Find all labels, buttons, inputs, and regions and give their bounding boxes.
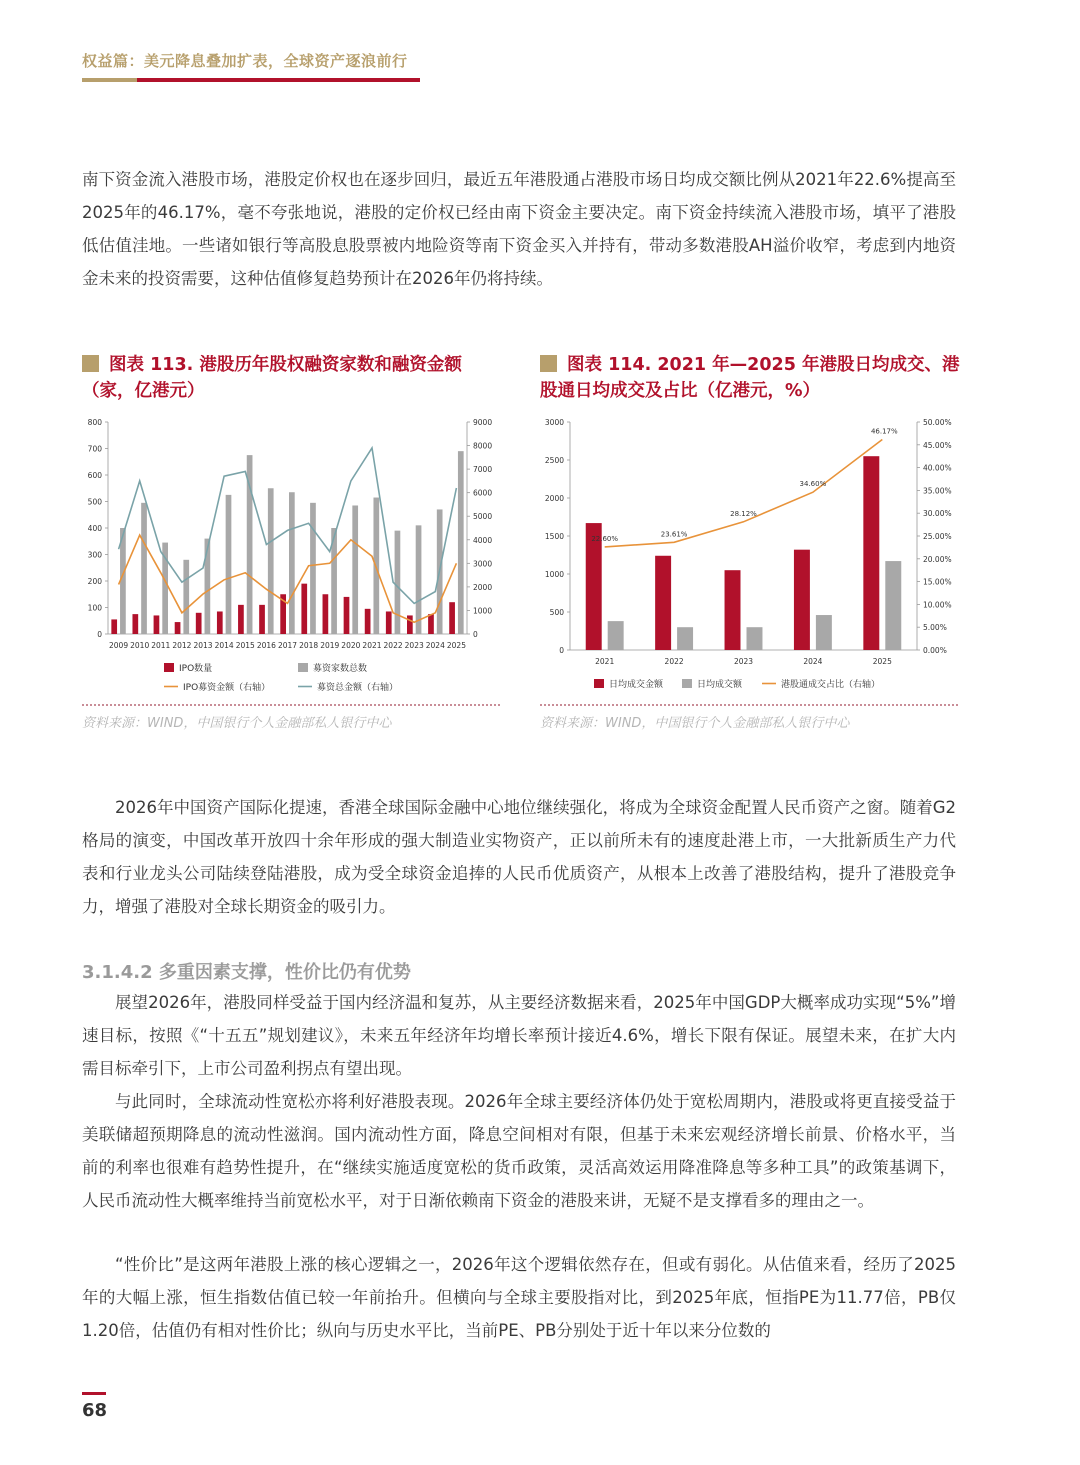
chart2-bar-primary	[863, 456, 879, 650]
chart1-legend-label: 募资总金额（右轴）	[317, 683, 399, 693]
header-title: 权益篇：美元降息叠加扩表，全球资产逐浪前行	[82, 52, 408, 70]
chart1-legend-label: IPO数量	[179, 664, 213, 674]
chart2-x-tick-label: 2024	[803, 657, 823, 666]
chart1-x-tick-label: 2024	[425, 641, 445, 650]
chart2-y-right-tick-label: 0.00%	[923, 646, 947, 655]
chart2-bar-secondary	[677, 627, 693, 650]
chart1-bar-primary	[175, 622, 181, 634]
chart2-bar-primary	[655, 556, 671, 650]
chart1-x-tick-label: 2023	[404, 641, 424, 650]
chart1-y-left-tick-label: 0	[97, 630, 102, 639]
page-number: 68	[82, 1400, 108, 1421]
chart2-y-right-tick-label: 30.00%	[923, 509, 952, 519]
chart1-bar-secondary	[183, 560, 189, 634]
chart1-bar-primary	[386, 611, 392, 634]
chart1-y-right-tick-label: 2000	[473, 582, 493, 592]
chart1-bar-secondary	[289, 492, 295, 634]
chart1-legend-label: IPO募资金额（右轴）	[183, 683, 271, 693]
chart1-bar-primary	[154, 615, 160, 634]
chart2-title-marker	[540, 355, 557, 372]
chart2-legend-swatch	[594, 679, 604, 688]
chart2-y-left-tick-label: 1000	[544, 570, 564, 579]
chart1-x-tick-label: 2009	[109, 641, 129, 650]
chart1-bar-primary	[301, 584, 307, 634]
chart2-x-tick-label: 2021	[595, 657, 615, 666]
chart2-y-right-tick-label: 15.00%	[923, 577, 952, 587]
chart1-legend-swatch	[164, 663, 174, 672]
chart1-bar-primary	[449, 602, 455, 634]
chart1-y-right-tick-label: 7000	[473, 465, 493, 475]
chart2-y-left-tick-label: 500	[549, 608, 564, 617]
chart1-bar-secondary	[458, 451, 464, 634]
chart1-divider	[82, 704, 500, 706]
paragraph-2: 2026年中国资产国际化提速，香港全球国际金融中心地位继续强化，将成为全球资金配置人民币资产之窗。随着G2格局的演变，中国改革开放四十余年形成的强大制造业实物资产，正以前所未有的速度赴港上市，一大批新质生产力代表和行业龙头公司陆续登陆港股，成为受全球资金追捧的人民币优质资产，从根本上改善了港股结构，提升了港股竞争力，增强了港股对全球长期资金的吸引力。	[82, 798, 956, 916]
chart2-bar-secondary	[885, 561, 901, 650]
chart1-bar-primary	[344, 597, 350, 634]
chart2-title: 图表 114. 2021 年—2025 年港股日均成交、港股通日均成交及占比（亿港元，%）	[540, 355, 960, 401]
chart1-canvas	[78, 408, 510, 698]
chart1-bar-secondary	[141, 503, 147, 634]
chart1-title-marker	[82, 355, 99, 372]
chart1-x-tick-label: 2010	[130, 641, 150, 650]
page-number-rule	[82, 1392, 106, 1395]
chart1-bar-primary	[238, 605, 244, 634]
chart2-y-right-tick-label: 5.00%	[923, 623, 947, 633]
chart1-y-right-tick-label: 4000	[473, 535, 493, 545]
chart1-y-left-tick-label: 800	[87, 418, 102, 427]
chart2-data-label: 46.17%	[870, 427, 898, 436]
chart1-bar-secondary	[268, 488, 274, 634]
chart1-legend-swatch	[298, 663, 308, 672]
chart2-legend-label: 港股通成交占比（右轴）	[781, 680, 881, 690]
chart2-bar-secondary	[816, 615, 832, 650]
chart1-y-right-tick-label: 6000	[473, 488, 493, 498]
paragraph-3: 展望2026年，港股同样受益于国内经济温和复苏，从主要经济数据来看，2025年中国GDP大概率成功实现“5%”增速目标，按照《“十五五”规划建议》，未来五年经济年均增长率预计接近4.6%，增长下限有保证。展望未来，在扩大内需目标牵引下，上市公司盈利拐点有望出现。	[82, 993, 956, 1078]
chart1-x-tick-label: 2025	[446, 641, 466, 650]
chart1-x-tick-label: 2021	[362, 641, 382, 650]
chart1-y-right-tick-label: 9000	[473, 418, 493, 427]
chart1-source: 资料来源：WIND，中国银行个人金融部私人银行中心	[82, 716, 392, 731]
chart2-bar-primary	[725, 570, 741, 650]
chart2-y-left-tick-label: 3000	[544, 418, 564, 427]
chart1-y-left-tick-label: 700	[87, 444, 102, 454]
chart2-legend-label: 日均成交金额	[609, 680, 664, 690]
chart2-data-label: 28.12%	[730, 509, 757, 518]
chart2-canvas	[536, 408, 960, 698]
chart1-bar-primary	[111, 619, 117, 634]
chart1-bar-primary	[365, 609, 371, 634]
paragraph-4: 与此同时，全球流动性宽松亦将利好港股表现。2026年全球主要经济体仍处于宽松周期内，港股或将更直接受益于美联储超预期降息的流动性滋润。国内流动性方面，降息空间相对有限，但基于未来宏观经济增长前景、价格水平，当前的利率也很难有趋势性提升，在“继续实施适度宽松的货币政策，灵活高效运用降准降息等多种工具”的政策基调下，人民币流动性大概率维持当前宽松水平，对于日渐依赖南下资金的港股来讲，无疑不是支撑看多的理由之一。	[82, 1092, 956, 1210]
chart2-line-series-1	[605, 440, 883, 547]
paragraph-5: “性价比”是这两年港股上涨的核心逻辑之一，2026年这个逻辑依然存在，但或有弱化。从估值来看，经历了2025年的大幅上涨，恒生指数估值已较一年前抬升。但横向与全球主要股指对比，到2025年底，恒指PE为11.77倍，PB仅1.20倍，估值仍有相对性价比；纵向与历史水平比，当前PE、PB分别处于近十年以来分位数的	[82, 1255, 956, 1340]
chart1-bar-primary	[428, 614, 434, 634]
chart1-y-right-tick-label: 8000	[473, 441, 493, 451]
chart2-y-right-tick-label: 10.00%	[923, 600, 952, 610]
chart1-x-tick-label: 2020	[341, 641, 361, 650]
chart1-x-tick-label: 2011	[151, 641, 171, 650]
chart1-x-tick-label: 2015	[235, 641, 255, 650]
chart1-y-left-tick-label: 300	[87, 550, 102, 560]
chart2-divider	[540, 704, 958, 706]
chart1-x-tick-label: 2019	[320, 641, 340, 650]
chart2-source: 资料来源：WIND，中国银行个人金融部私人银行中心	[540, 716, 850, 731]
chart2-y-left-tick-label: 2000	[544, 494, 564, 503]
chart2-y-right-tick-label: 40.00%	[923, 463, 952, 473]
chart2-legend-label: 日均成交额	[697, 680, 743, 690]
chart2-legend-swatch	[682, 679, 692, 688]
chart1-bar-primary	[217, 611, 223, 634]
chart2-data-label: 23.61%	[660, 530, 688, 539]
chart2-data-label: 22.60%	[591, 534, 619, 543]
chart1-y-left-tick-label: 400	[87, 524, 102, 533]
chart1-bar-secondary	[416, 525, 422, 634]
chart1-y-left-tick-label: 100	[87, 603, 102, 613]
chart1-y-right-tick-label: 1000	[473, 606, 493, 616]
chart2-x-tick-label: 2022	[664, 657, 684, 666]
chart1-x-tick-label: 2013	[193, 641, 213, 650]
header-rule	[82, 78, 420, 82]
chart1-bar-primary	[259, 605, 265, 634]
chart1-bar-secondary	[226, 495, 232, 634]
chart2-y-left-tick-label: 1500	[544, 532, 564, 541]
chart1-bar-primary	[323, 594, 329, 634]
chart2-x-tick-label: 2023	[733, 657, 754, 666]
chart2-y-right-tick-label: 25.00%	[923, 532, 952, 541]
chart1-bar-secondary	[205, 539, 211, 634]
chart2-y-right-tick-label: 45.00%	[923, 440, 952, 450]
chart2-bar-primary	[794, 550, 810, 650]
chart2-data-label: 34.60%	[799, 480, 827, 489]
chart1-bar-primary	[132, 614, 138, 634]
chart1-x-tick-label: 2022	[383, 641, 403, 650]
paragraph-1: 南下资金流入港股市场，港股定价权也在逐步回归，最近五年港股通占港股市场日均成交额比例从2021年22.6%提高至2025年的46.17%，毫不夸张地说，港股的定价权已经由南下资金主要决定。南下资金持续流入港股市场，填平了港股低估值洼地。一些诸如银行等高股息股票被内地险资等南下资金买入并持有，带动多数港股AH溢价收窄，考虑到内地资金未来的投资需要，这种估值修复趋势预计在2026年仍将持续。	[82, 170, 956, 288]
chart1-title: 图表 113. 港股历年股权融资家数和融资金额（家，亿港元）	[82, 355, 462, 401]
section-heading: 3.1.4.2 多重因素支撑，性价比仍有优势	[82, 962, 411, 983]
chart1-x-tick-label: 2018	[299, 641, 319, 650]
chart1-y-left-tick-label: 600	[87, 471, 102, 480]
chart1-x-tick-label: 2014	[214, 641, 234, 650]
chart1-x-tick-label: 2017	[277, 641, 298, 650]
chart1-bar-primary	[407, 615, 413, 634]
chart2-y-left-tick-label: 0	[559, 646, 564, 655]
chart1-line-series-2	[119, 448, 457, 604]
chart2-y-right-tick-label: 35.00%	[923, 486, 952, 496]
chart1-y-right-tick-label: 3000	[473, 559, 493, 569]
chart2-bar-secondary	[608, 621, 624, 650]
chart2-y-right-tick-label: 20.00%	[923, 554, 952, 564]
chart1-bar-secondary	[352, 505, 358, 634]
chart1-x-tick-label: 2016	[256, 641, 276, 650]
chart2-bar-secondary	[747, 627, 763, 650]
chart2-y-right-tick-label: 50.00%	[923, 418, 952, 427]
chart1-legend-label: 募资家数总数	[313, 664, 368, 674]
chart1-y-right-tick-label: 0	[473, 630, 478, 639]
chart1-bar-secondary	[395, 531, 401, 634]
chart1-line-series-1	[119, 535, 457, 622]
chart1-y-right-tick-label: 5000	[473, 512, 493, 522]
chart1-y-left-tick-label: 200	[87, 577, 102, 586]
chart1-x-tick-label: 2012	[172, 641, 192, 650]
chart2-y-left-tick-label: 2500	[544, 456, 564, 465]
chart1-bar-primary	[196, 613, 202, 634]
chart1-bar-secondary	[310, 503, 316, 634]
chart2-x-tick-label: 2025	[872, 657, 892, 666]
chart1-y-left-tick-label: 500	[87, 497, 102, 507]
